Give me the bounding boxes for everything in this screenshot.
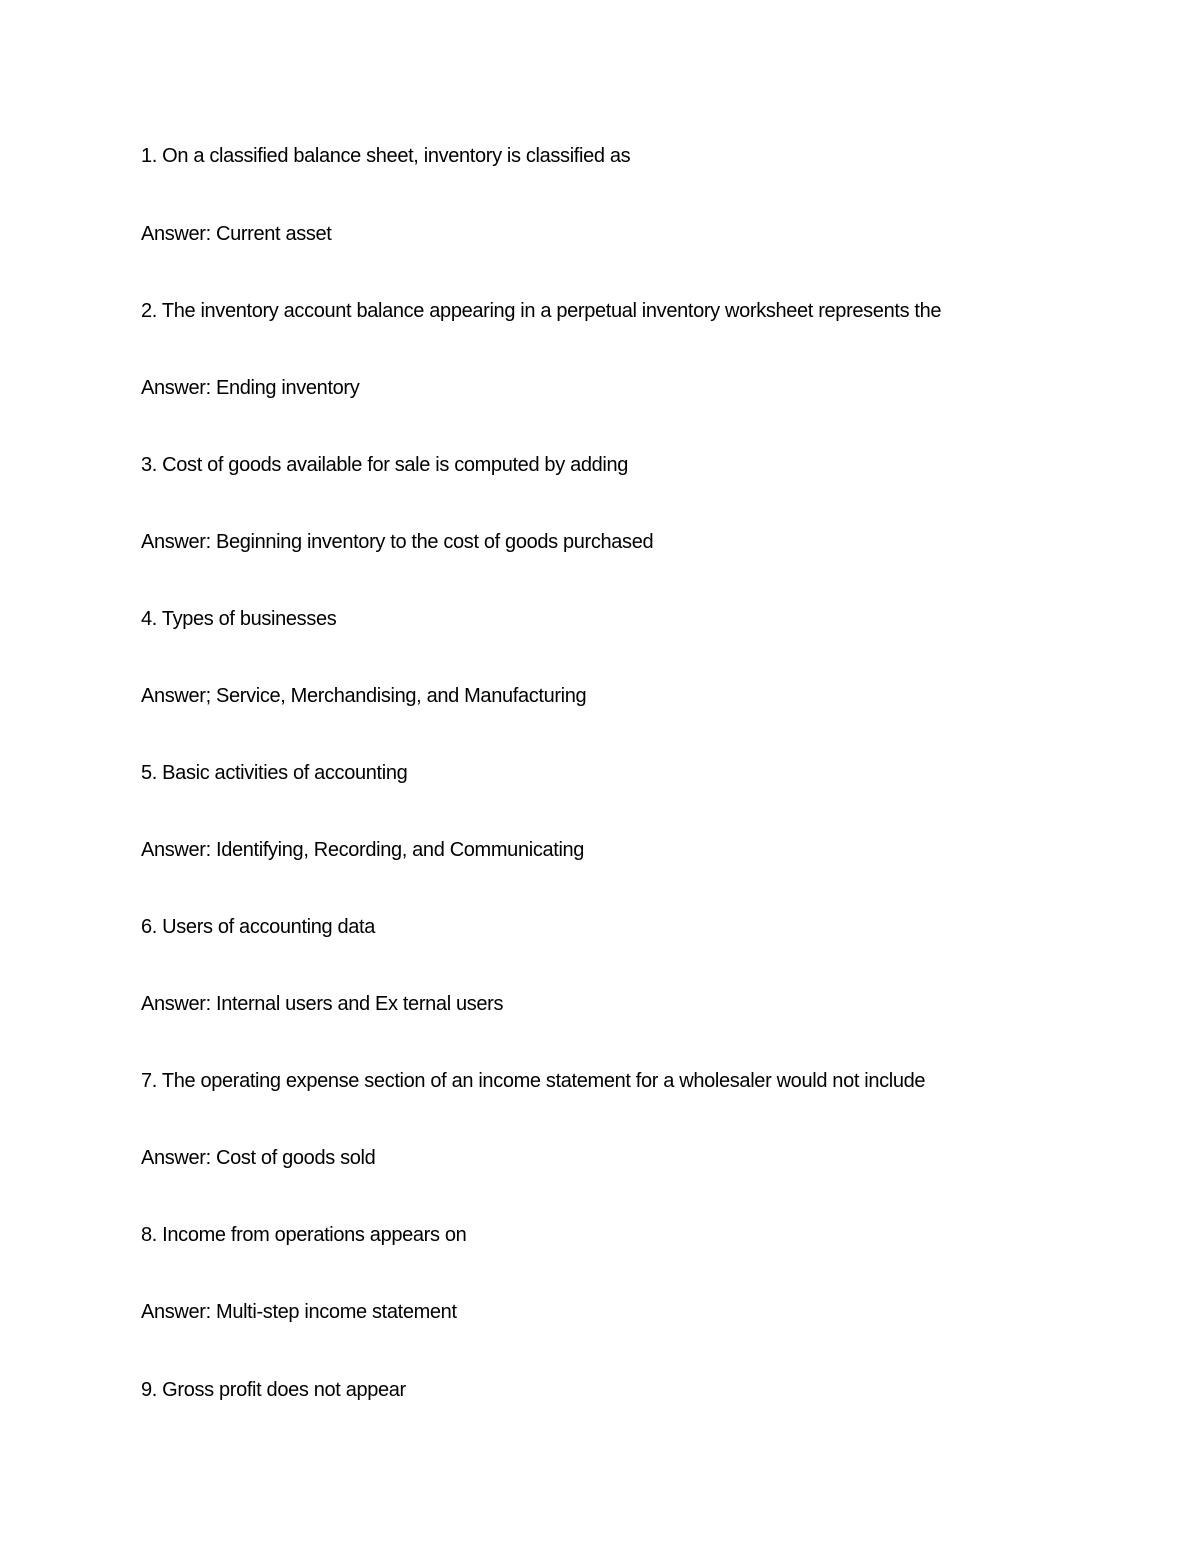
answer-1: Answer: Current asset [141,223,332,245]
answer-3: Answer: Beginning inventory to the cost of goods purchased [141,531,654,553]
question-3: 3. Cost of goods available for sale is computed by adding [141,454,629,476]
question-4: 4. Types of businesses [141,608,337,630]
question-7: 7. The operating expense section of an income statement for a wholesaler would not include [141,1070,926,1092]
question-6: 6. Users of accounting data [141,916,376,938]
answer-6: Answer: Internal users and Ex ternal users [141,993,504,1015]
question-1: 1. On a classified balance sheet, inventory is classified as [141,145,631,167]
answer-2: Answer: Ending inventory [141,377,360,399]
question-5: 5. Basic activities of accounting [141,762,408,784]
answer-8: Answer: Multi-step income statement [141,1301,457,1323]
question-9: 9. Gross profit does not appear [141,1379,406,1401]
question-2: 2. The inventory account balance appearing in a perpetual inventory worksheet represents the [141,300,942,322]
answer-7: Answer: Cost of goods sold [141,1147,376,1169]
answer-5: Answer: Identifying, Recording, and Communicating [141,839,585,861]
answer-4: Answer; Service, Merchandising, and Manufacturing [141,685,587,707]
question-8: 8. Income from operations appears on [141,1224,467,1246]
